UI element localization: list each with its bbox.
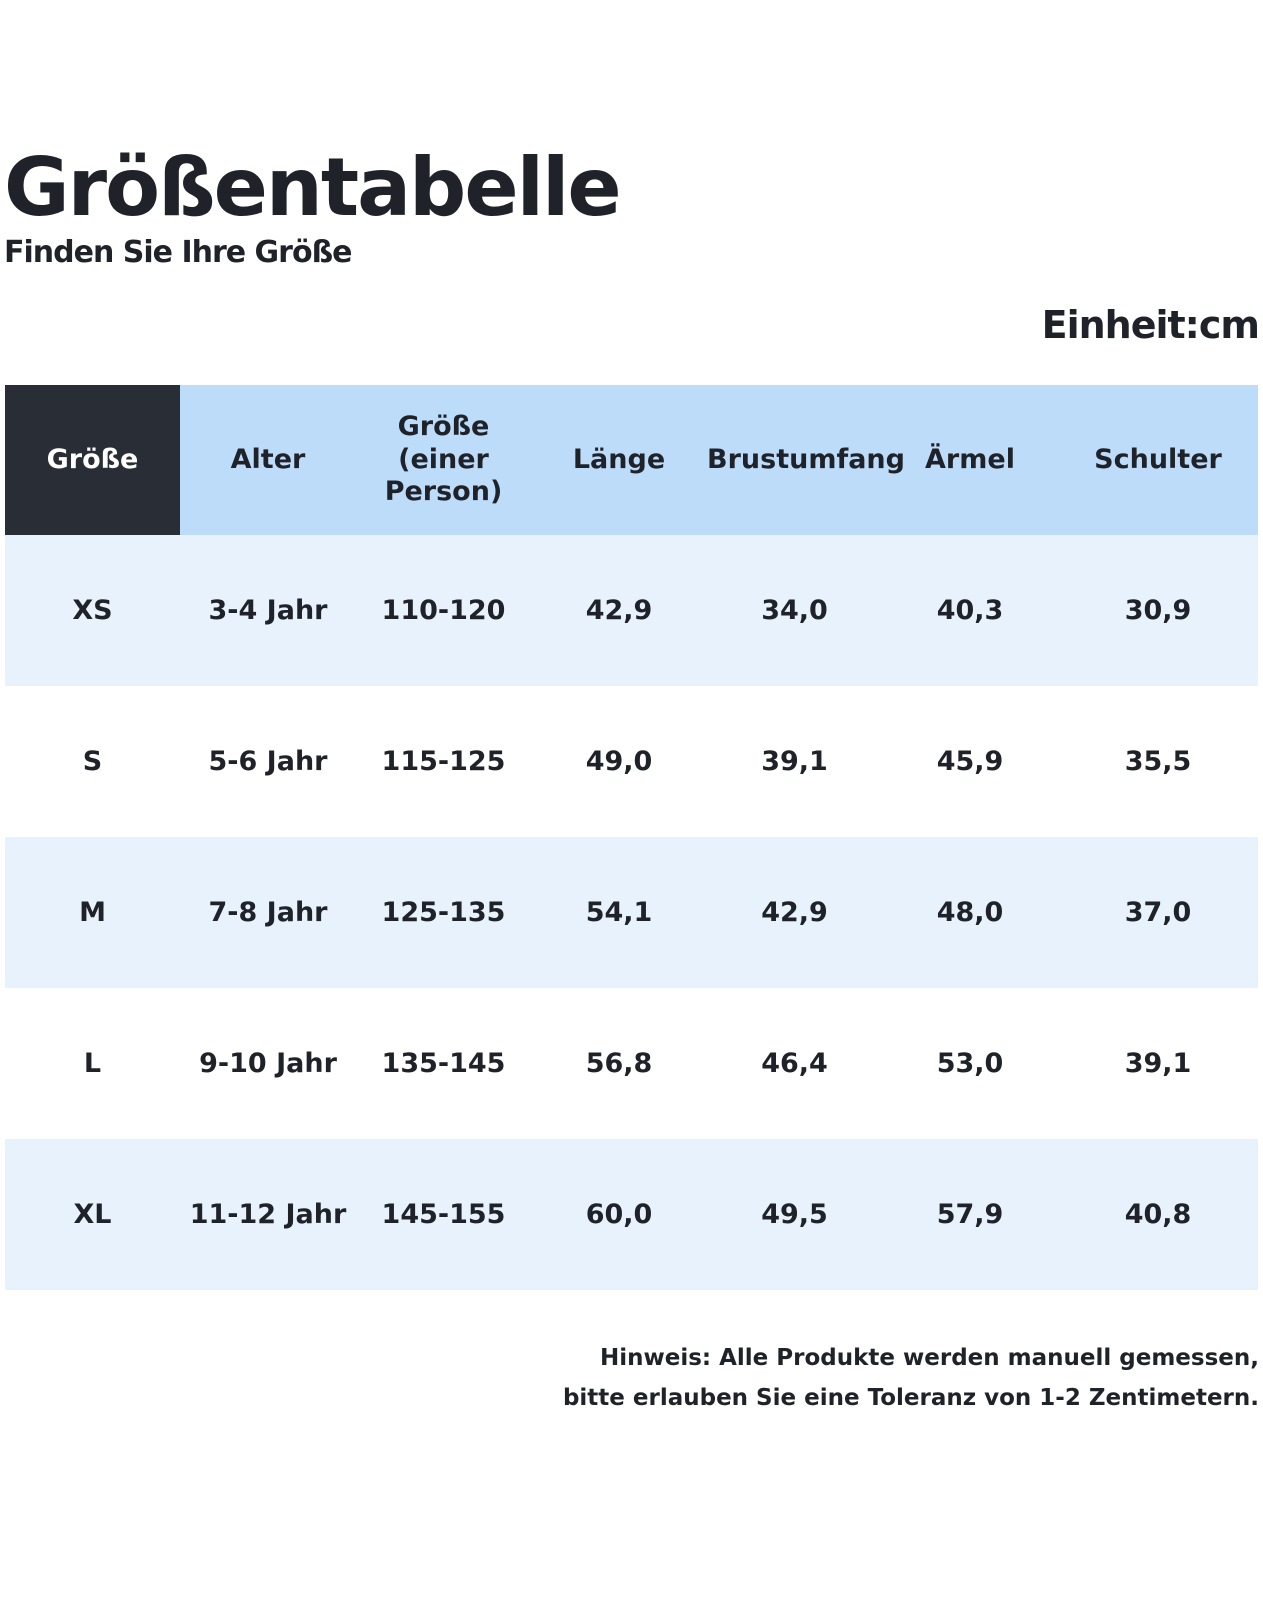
cell-sleeve: 57,9: [936, 1199, 1004, 1230]
table-row: [5, 686, 1258, 837]
cell-height: 115-125: [381, 746, 506, 777]
cell-height: 145-155: [381, 1199, 506, 1230]
cell-shoulder: 30,9: [1124, 595, 1192, 626]
cell-chest: 34,0: [761, 595, 828, 626]
table-row: [5, 988, 1258, 1139]
cell-shoulder: 37,0: [1124, 897, 1192, 928]
cell-height: 110-120: [381, 595, 506, 626]
cell-length: 54,1: [585, 897, 653, 928]
table-row: [5, 535, 1258, 686]
cell-length: 56,8: [585, 1048, 653, 1079]
cell-age: 9-10 Jahr: [199, 1048, 337, 1079]
cell-sleeve: 40,3: [936, 595, 1004, 626]
cell-length: 49,0: [585, 746, 653, 777]
page-title: Größentabelle: [4, 141, 620, 234]
cell-shoulder: 35,5: [1124, 746, 1192, 777]
cell-height: 125-135: [381, 897, 506, 928]
cell-sleeve: 48,0: [936, 897, 1004, 928]
column-header-shoulder: Schulter: [1094, 443, 1222, 475]
cell-age: 3-4 Jahr: [208, 595, 328, 626]
column-header-chest: Brustumfang: [707, 443, 905, 475]
cell-size: M: [79, 897, 106, 928]
cell-size: XL: [73, 1199, 112, 1230]
table-header-row: [5, 385, 1258, 535]
column-header-sleeve: Ärmel: [925, 443, 1015, 475]
cell-sleeve: 45,9: [936, 746, 1004, 777]
measurement-note: [563, 1338, 1259, 1418]
cell-chest: 39,1: [761, 746, 828, 777]
cell-sleeve: 53,0: [936, 1048, 1004, 1079]
cell-size: L: [83, 1048, 102, 1079]
cell-height: 135-145: [381, 1048, 506, 1079]
note-line-1: Hinweis: Alle Produkte werden manuell gemessen,: [599, 1345, 1259, 1371]
column-header-size: Größe: [5, 385, 180, 535]
column-header-age: Alter: [230, 443, 306, 475]
cell-size: S: [82, 746, 103, 777]
table-row: [5, 1139, 1258, 1290]
cell-shoulder: 40,8: [1124, 1199, 1192, 1230]
cell-age: 11-12 Jahr: [189, 1199, 347, 1230]
cell-size: XS: [72, 595, 113, 626]
column-header-height: Größe (einer Person): [384, 411, 503, 508]
size-table: [5, 385, 1258, 1290]
cell-chest: 42,9: [761, 897, 828, 928]
cell-length: 60,0: [585, 1199, 653, 1230]
cell-chest: 46,4: [761, 1048, 828, 1079]
cell-shoulder: 39,1: [1124, 1048, 1192, 1079]
table-row: [5, 837, 1258, 988]
cell-length: 42,9: [585, 595, 653, 626]
cell-age: 5-6 Jahr: [208, 746, 328, 777]
cell-age: 7-8 Jahr: [208, 897, 328, 928]
note-line-2: bitte erlauben Sie eine Toleranz von 1-2 Zentimetern.: [562, 1385, 1259, 1411]
column-header-length: Länge: [572, 443, 666, 475]
page-subtitle: Finden Sie Ihre Größe: [4, 235, 352, 270]
cell-chest: 49,5: [761, 1199, 828, 1230]
unit-label: Einheit:cm: [1041, 303, 1259, 347]
